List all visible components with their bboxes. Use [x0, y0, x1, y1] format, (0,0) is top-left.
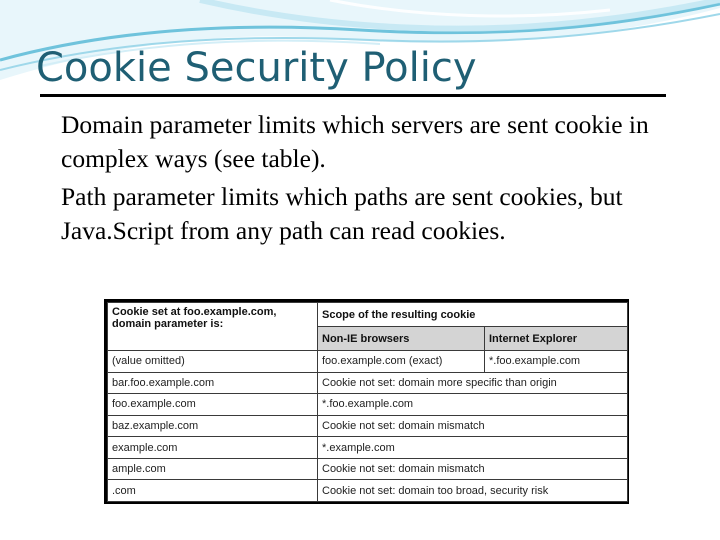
header-non-ie: Non-IE browsers — [318, 327, 485, 351]
cell-ie: *.foo.example.com — [485, 351, 628, 373]
slide-title: Cookie Security Policy — [36, 45, 477, 91]
header-scope: Scope of the resulting cookie — [318, 303, 628, 327]
cell-domain: ample.com — [108, 458, 318, 480]
table-row — [108, 351, 628, 373]
title-divider — [40, 94, 666, 97]
cell-domain: (value omitted) — [108, 351, 318, 373]
cell-domain: example.com — [108, 437, 318, 459]
table-row — [108, 372, 628, 394]
cell-domain: bar.foo.example.com — [108, 372, 318, 394]
table-row — [108, 437, 628, 459]
bullet-domain-parameter: Domain parameter limits which servers are sent cookie in complex ways (see table). — [61, 110, 649, 173]
cookie-scope-table — [107, 302, 628, 502]
table-row — [108, 480, 628, 502]
table-row — [108, 415, 628, 437]
header-domain-parameter: Cookie set at foo.example.com, domain parameter is: — [108, 303, 318, 351]
cell-result: Cookie not set: domain mismatch — [318, 458, 628, 480]
cell-result: *.foo.example.com — [318, 394, 628, 416]
table-row — [108, 458, 628, 480]
cell-domain: foo.example.com — [108, 394, 318, 416]
cell-non-ie: foo.example.com (exact) — [318, 351, 485, 373]
cell-result: Cookie not set: domain more specific than origin — [318, 372, 628, 394]
cell-result: Cookie not set: domain too broad, security risk — [318, 480, 628, 502]
cell-result: Cookie not set: domain mismatch — [318, 415, 628, 437]
table-row — [108, 394, 628, 416]
cookie-scope-table-image — [104, 299, 629, 504]
cell-result: *.example.com — [318, 437, 628, 459]
header-ie: Internet Explorer — [485, 327, 628, 351]
cell-domain: baz.example.com — [108, 415, 318, 437]
bullet-list — [61, 108, 681, 248]
cell-domain: .com — [108, 480, 318, 502]
bullet-path-parameter: Path parameter limits which paths are sent cookies, but Java.Script from any path can read cookies. — [61, 182, 623, 245]
